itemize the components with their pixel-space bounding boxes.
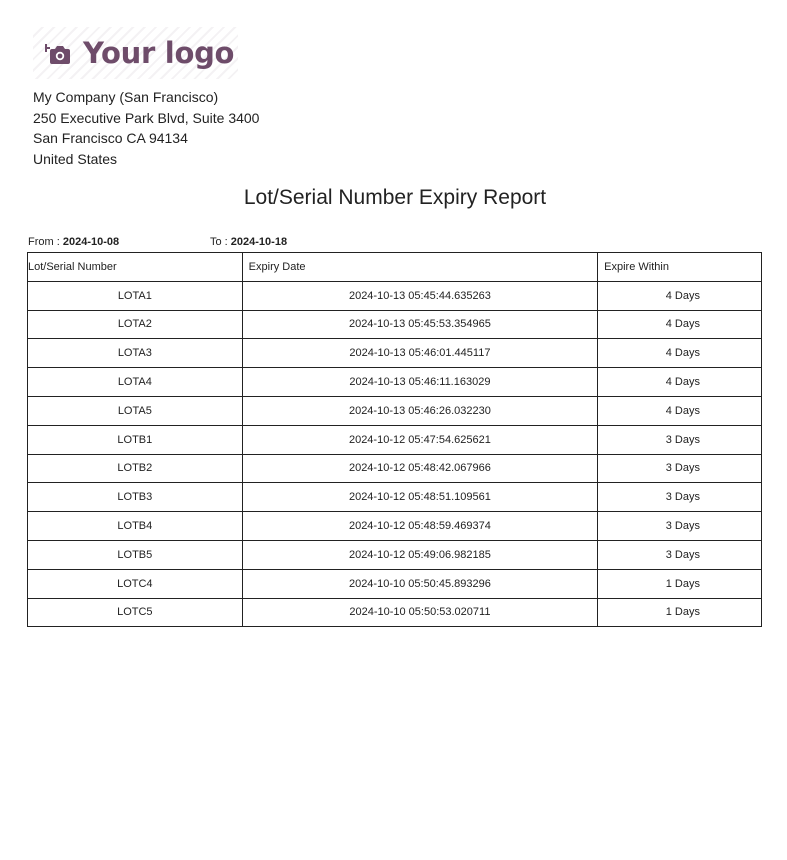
- cell-within: 4 Days: [598, 396, 762, 425]
- cell-lot: LOTB4: [28, 512, 243, 541]
- cell-expiry: 2024-10-12 05:47:54.625621: [242, 425, 597, 454]
- table-row: [28, 339, 762, 368]
- company-address: [33, 87, 259, 169]
- cell-within: 3 Days: [598, 454, 762, 483]
- expiry-table: [27, 252, 762, 627]
- cell-expiry: 2024-10-13 05:45:44.635263: [242, 281, 597, 310]
- date-to-label: To :: [210, 236, 228, 248]
- company-street: 250 Executive Park Blvd, Suite 3400: [33, 109, 260, 126]
- cell-within: 1 Days: [598, 598, 762, 627]
- cell-within: 1 Days: [598, 569, 762, 598]
- header-expiry-date: Expiry Date: [242, 253, 597, 282]
- company-country: United States: [33, 150, 118, 167]
- company-name: My Company (San Francisco): [33, 89, 219, 105]
- table-header-row: [28, 253, 762, 282]
- logo-text: Your logo: [83, 35, 235, 70]
- cell-within: 4 Days: [598, 281, 762, 310]
- cell-within: 4 Days: [598, 368, 762, 397]
- cell-expiry: 2024-10-13 05:45:53.354965: [242, 310, 597, 339]
- date-from-value: 2024-10-08: [62, 236, 120, 248]
- cell-lot: LOTC5: [28, 598, 243, 627]
- header-lot: Lot/Serial Number: [28, 253, 243, 282]
- cell-lot: LOTA5: [28, 396, 243, 425]
- table-row: [28, 310, 762, 339]
- cell-within: 3 Days: [598, 483, 762, 512]
- cell-expiry: 2024-10-12 05:49:06.982185: [242, 540, 597, 569]
- cell-lot: LOTA3: [28, 339, 243, 368]
- cell-within: 3 Days: [598, 540, 762, 569]
- camera-add-icon: [45, 40, 71, 66]
- cell-lot: LOTA4: [28, 368, 243, 397]
- cell-lot: LOTA1: [28, 281, 243, 310]
- cell-lot: LOTB3: [28, 483, 243, 512]
- cell-within: 3 Days: [598, 425, 762, 454]
- table-row: [28, 512, 762, 541]
- report-title: Lot/Serial Number Expiry Report: [243, 186, 547, 209]
- cell-lot: LOTA2: [28, 310, 243, 339]
- cell-expiry: 2024-10-13 05:46:11.163029: [242, 368, 597, 397]
- table-row: [28, 569, 762, 598]
- cell-expiry: 2024-10-12 05:48:59.469374: [242, 512, 597, 541]
- company-city: San Francisco CA 94134: [33, 130, 188, 146]
- table-row: [28, 368, 762, 397]
- cell-within: 4 Days: [598, 339, 762, 368]
- table-row: [28, 396, 762, 425]
- cell-expiry: 2024-10-12 05:48:42.067966: [242, 454, 597, 483]
- cell-expiry: 2024-10-12 05:48:51.109561: [242, 483, 597, 512]
- table-row: [28, 454, 762, 483]
- date-to: [210, 236, 287, 248]
- date-from: [28, 236, 119, 248]
- cell-expiry: 2024-10-10 05:50:45.893296: [242, 569, 597, 598]
- table-row: [28, 483, 762, 512]
- table-row: [28, 598, 762, 627]
- cell-lot: LOTB5: [28, 540, 243, 569]
- cell-lot: LOTB2: [28, 454, 243, 483]
- table-row: [28, 281, 762, 310]
- company-logo: [33, 27, 238, 79]
- table-row: [28, 425, 762, 454]
- cell-lot: LOTC4: [28, 569, 243, 598]
- cell-lot: LOTB1: [28, 425, 243, 454]
- cell-expiry: 2024-10-13 05:46:01.445117: [242, 339, 597, 368]
- header-expire-within: Expire Within: [598, 253, 762, 282]
- cell-within: 4 Days: [598, 310, 762, 339]
- cell-expiry: 2024-10-13 05:46:26.032230: [242, 396, 597, 425]
- date-from-label: From :: [28, 236, 60, 248]
- cell-within: 3 Days: [598, 512, 762, 541]
- cell-expiry: 2024-10-10 05:50:53.020711: [242, 598, 597, 627]
- table-row: [28, 540, 762, 569]
- date-to-value: 2024-10-18: [230, 236, 288, 248]
